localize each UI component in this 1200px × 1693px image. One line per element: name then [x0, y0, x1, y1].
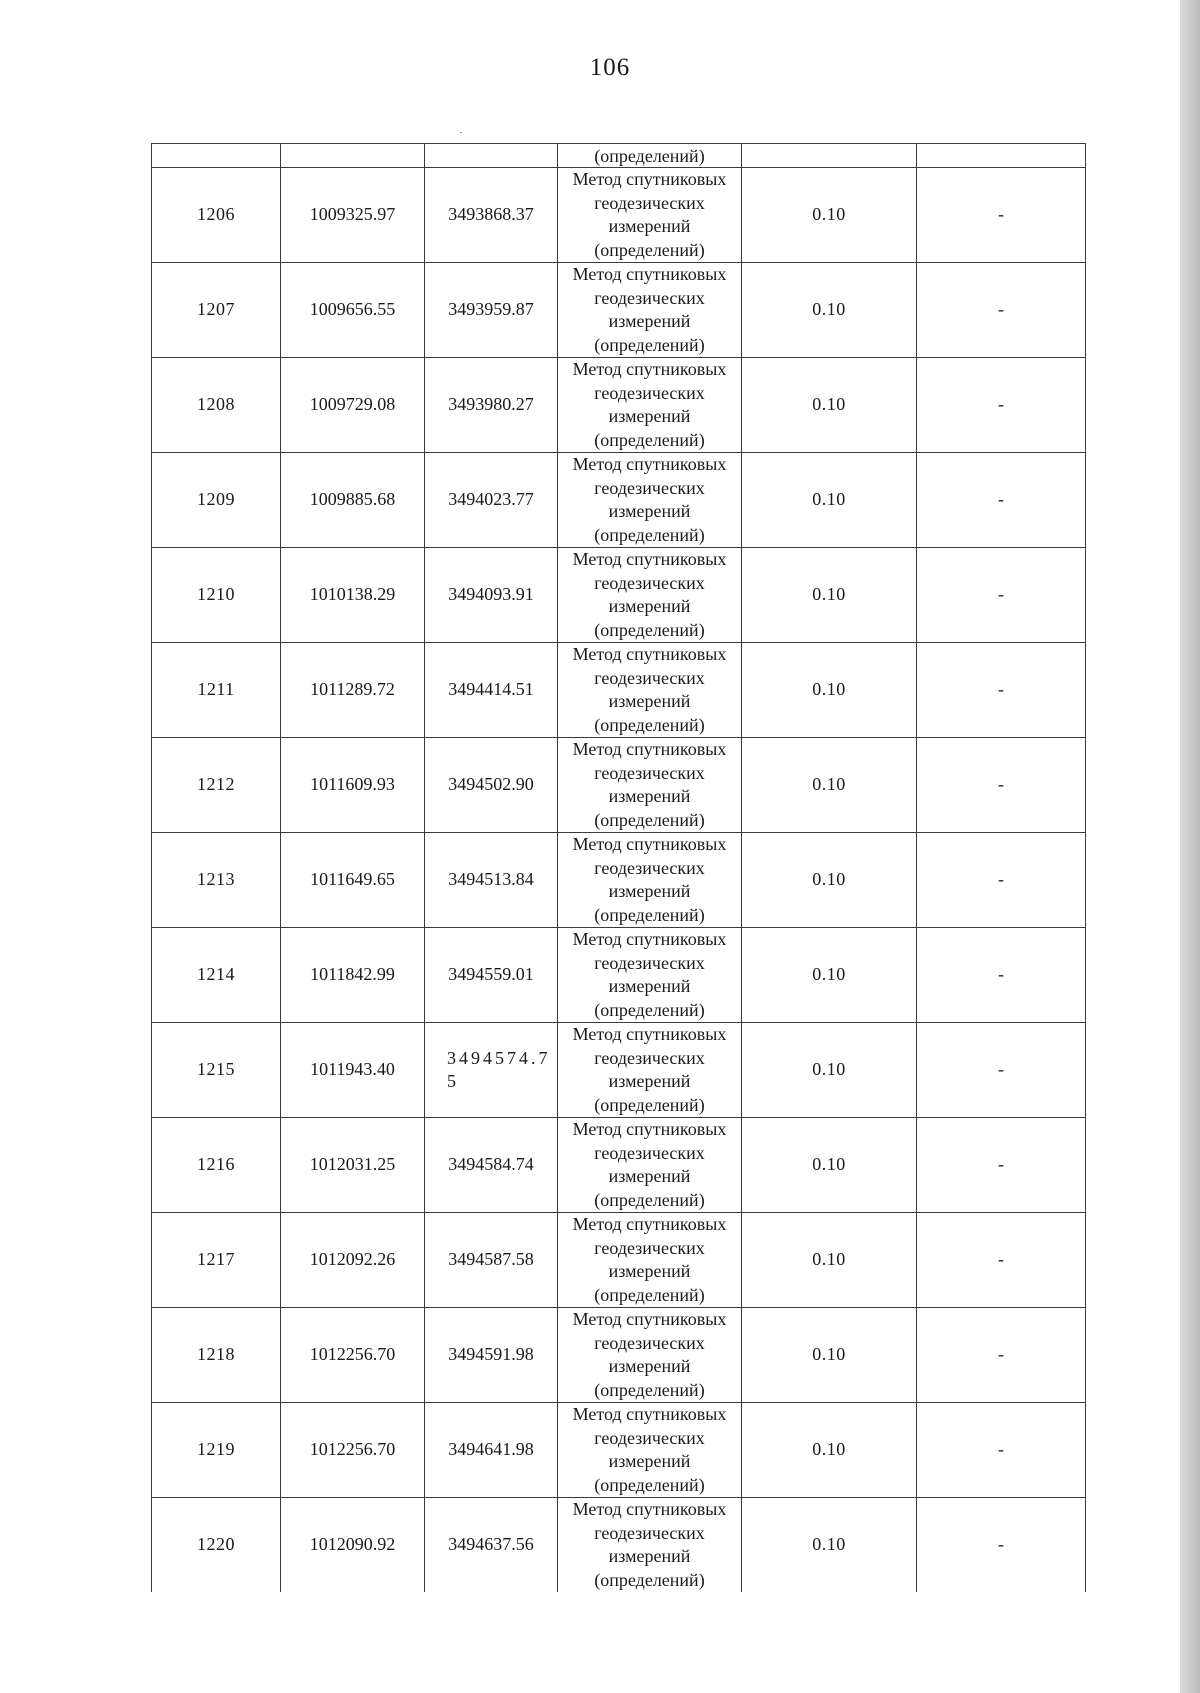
table-row [152, 833, 1086, 928]
accuracy-cell [742, 144, 917, 168]
table-row [152, 168, 1086, 263]
point-number-cell: 1206 [152, 168, 281, 263]
x-coordinate-cell: 1009656.55 [281, 263, 425, 358]
note-cell: - [917, 1308, 1086, 1403]
x-coordinate-cell: 1009885.68 [281, 453, 425, 548]
x-coordinate-cell: 1012090.92 [281, 1498, 425, 1593]
y-coordinate-cell [425, 144, 558, 168]
method-cell: Метод спутниковых геодезических измерений (определений) [558, 1308, 742, 1403]
x-coordinate-cell: 1009325.97 [281, 168, 425, 263]
x-coordinate-cell: 1012256.70 [281, 1308, 425, 1403]
accuracy-cell: 0.10 [742, 928, 917, 1023]
note-cell: - [917, 1118, 1086, 1213]
point-number-cell: 1216 [152, 1118, 281, 1213]
point-number-cell: 1215 [152, 1023, 281, 1118]
accuracy-cell: 0.10 [742, 1403, 917, 1498]
x-coordinate-cell: 1011943.40 [281, 1023, 425, 1118]
table-row [152, 738, 1086, 833]
point-number-cell: 1214 [152, 928, 281, 1023]
page-number: 106 [589, 54, 631, 81]
note-cell: - [917, 738, 1086, 833]
table-row [152, 1403, 1086, 1498]
table-row [152, 358, 1086, 453]
y-coordinate-cell: 3494641.98 [425, 1403, 558, 1498]
y-coordinate-cell: 3494414.51 [425, 643, 558, 738]
table-row [152, 1308, 1086, 1403]
note-cell: - [917, 1213, 1086, 1308]
coordinates-table [151, 143, 1086, 1592]
point-number-cell: 1212 [152, 738, 281, 833]
point-number-cell: 1217 [152, 1213, 281, 1308]
y-coordinate-cell: 3494559.01 [425, 928, 558, 1023]
point-number-cell: 1211 [152, 643, 281, 738]
table-row [152, 453, 1086, 548]
point-number-cell: 1220 [152, 1498, 281, 1593]
y-coordinate-cell: 3494093.91 [425, 548, 558, 643]
method-cell: Метод спутниковых геодезических измерений (определений) [558, 738, 742, 833]
x-coordinate-cell: 1011842.99 [281, 928, 425, 1023]
x-coordinate-cell: 1012256.70 [281, 1403, 425, 1498]
table-row [152, 263, 1086, 358]
accuracy-cell: 0.10 [742, 548, 917, 643]
table-row [152, 928, 1086, 1023]
table-row [152, 1118, 1086, 1213]
method-cell: Метод спутниковых геодезических измерений (определений) [558, 1403, 742, 1498]
accuracy-cell: 0.10 [742, 833, 917, 928]
x-coordinate-cell: 1010138.29 [281, 548, 425, 643]
table-row [152, 1498, 1086, 1593]
method-cell: Метод спутниковых геодезических измерений (определений) [558, 928, 742, 1023]
point-number-cell: 1219 [152, 1403, 281, 1498]
note-cell: - [917, 643, 1086, 738]
accuracy-cell: 0.10 [742, 1023, 917, 1118]
table-row [152, 643, 1086, 738]
y-coordinate-cell: 3493980.27 [425, 358, 558, 453]
x-coordinate-cell: 1011609.93 [281, 738, 425, 833]
y-coordinate-cell: 3494023.77 [425, 453, 558, 548]
accuracy-cell: 0.10 [742, 738, 917, 833]
x-coordinate-cell: 1011649.65 [281, 833, 425, 928]
table-row [152, 1213, 1086, 1308]
method-cell: Метод спутниковых геодезических измерений (определений) [558, 1213, 742, 1308]
point-number-cell: 1209 [152, 453, 281, 548]
accuracy-cell: 0.10 [742, 358, 917, 453]
scan-page-edge [1180, 0, 1200, 1693]
accuracy-cell: 0.10 [742, 643, 917, 738]
method-cell: Метод спутниковых геодезических измерений (определений) [558, 833, 742, 928]
note-cell: - [917, 833, 1086, 928]
method-cell: Метод спутниковых геодезических измерений (определений) [558, 358, 742, 453]
scan-speck [460, 132, 462, 133]
x-coordinate-cell: 1012031.25 [281, 1118, 425, 1213]
y-coordinate-cell: 3494584.74 [425, 1118, 558, 1213]
x-coordinate-cell [281, 144, 425, 168]
table-row [152, 1023, 1086, 1118]
table-row [152, 548, 1086, 643]
y-coordinate-cell: 3494587.58 [425, 1213, 558, 1308]
accuracy-cell: 0.10 [742, 263, 917, 358]
method-cell: (определений) [558, 144, 742, 168]
x-coordinate-cell: 1011289.72 [281, 643, 425, 738]
point-number-cell: 1218 [152, 1308, 281, 1403]
y-coordinate-cell: 3494513.84 [425, 833, 558, 928]
accuracy-cell: 0.10 [742, 1498, 917, 1593]
method-cell: Метод спутниковых геодезических измерений (определений) [558, 263, 742, 358]
method-cell: Метод спутниковых геодезических измерений (определений) [558, 1023, 742, 1118]
method-cell: Метод спутниковых геодезических измерений (определений) [558, 453, 742, 548]
accuracy-cell: 0.10 [742, 1308, 917, 1403]
y-coordinate-cell: 3494574.75 [425, 1023, 558, 1118]
note-cell: - [917, 453, 1086, 548]
note-cell: - [917, 928, 1086, 1023]
x-coordinate-cell: 1009729.08 [281, 358, 425, 453]
point-number-cell: 1208 [152, 358, 281, 453]
note-cell: - [917, 1403, 1086, 1498]
note-cell: - [917, 1498, 1086, 1593]
method-cell: Метод спутниковых геодезических измерений (определений) [558, 168, 742, 263]
note-cell: - [917, 548, 1086, 643]
point-number-cell: 1210 [152, 548, 281, 643]
note-cell: - [917, 263, 1086, 358]
y-coordinate-cell: 3493959.87 [425, 263, 558, 358]
accuracy-cell: 0.10 [742, 1213, 917, 1308]
point-number-cell [152, 144, 281, 168]
point-number-cell: 1213 [152, 833, 281, 928]
note-cell: - [917, 358, 1086, 453]
accuracy-cell: 0.10 [742, 168, 917, 263]
accuracy-cell: 0.10 [742, 1118, 917, 1213]
method-cell: Метод спутниковых геодезических измерений (определений) [558, 548, 742, 643]
y-coordinate-cell: 3494502.90 [425, 738, 558, 833]
accuracy-cell: 0.10 [742, 453, 917, 548]
note-cell: - [917, 1023, 1086, 1118]
method-cell: Метод спутниковых геодезических измерений (определений) [558, 1118, 742, 1213]
method-cell: Метод спутниковых геодезических измерений (определений) [558, 643, 742, 738]
coordinates-table-body [152, 144, 1086, 1593]
note-cell: - [917, 168, 1086, 263]
continued-row [152, 144, 1086, 168]
x-coordinate-cell: 1012092.26 [281, 1213, 425, 1308]
y-coordinate-cell: 3494637.56 [425, 1498, 558, 1593]
method-cell: Метод спутниковых геодезических измерений (определений) [558, 1498, 742, 1593]
note-cell [917, 144, 1086, 168]
y-coordinate-cell: 3493868.37 [425, 168, 558, 263]
y-coordinate-cell: 3494591.98 [425, 1308, 558, 1403]
point-number-cell: 1207 [152, 263, 281, 358]
